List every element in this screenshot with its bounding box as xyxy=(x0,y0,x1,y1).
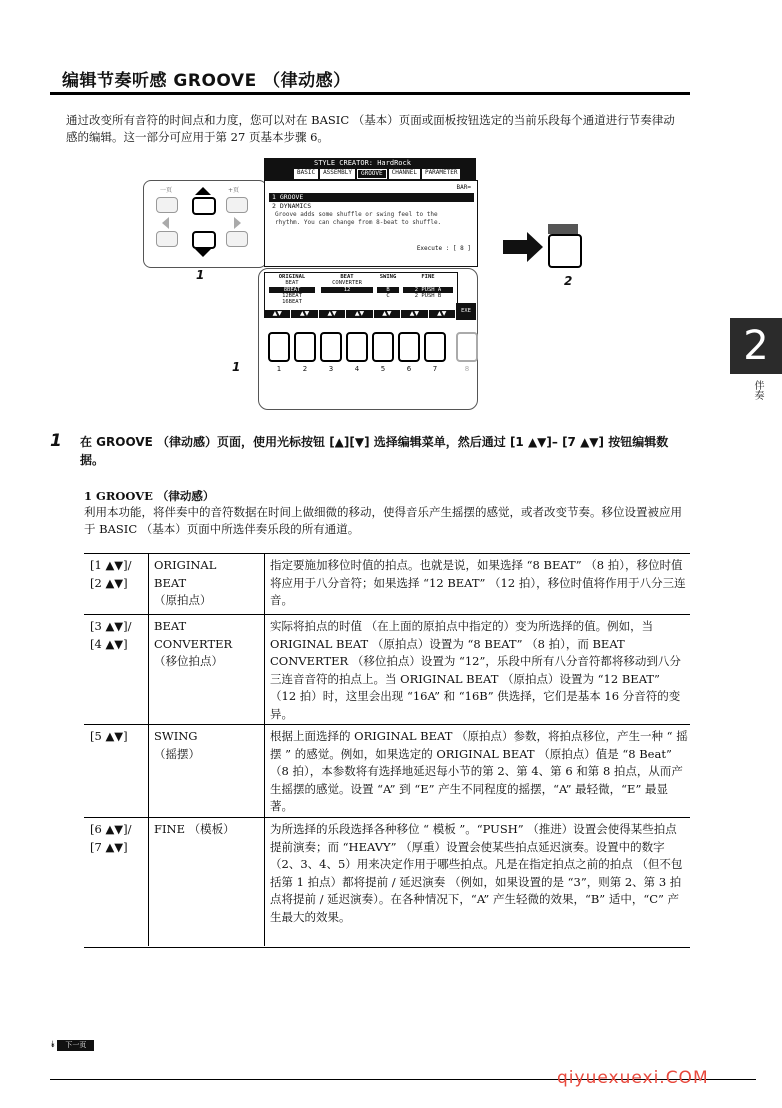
table-cell-buttons: [3 ▲▼]/ [4 ▲▼] xyxy=(90,619,132,651)
callout-1-buttons: 1 xyxy=(232,360,241,374)
button-number: 5 xyxy=(380,365,386,373)
lcd-menu-panel xyxy=(264,180,478,267)
value: 2 PUSH B xyxy=(414,293,442,299)
title-rule xyxy=(50,92,690,95)
menu-item-groove[interactable]: 1 GROOVE xyxy=(269,193,474,202)
updown-label: ▲▼ xyxy=(319,310,346,318)
column-head: BEAT xyxy=(340,274,354,280)
execute-button[interactable] xyxy=(548,234,582,268)
button-number: 2 xyxy=(302,365,308,373)
section-title: 1 GROOVE （律动感） xyxy=(84,489,215,503)
lcd-execute[interactable]: Execute : [ 8 ] xyxy=(416,245,471,252)
next-page-label: 下一页 xyxy=(57,1040,94,1051)
table-cell-desc: 实际将拍点的时值 （在上面的原拍点中指定的）变为所选择的值。例如，当 ORIGINAL BEAT （原拍点）设置为 “8 BEAT” （8 拍），而 BEAT CONVERTER （移位拍点）设置为 “12”，乐段中所有八分音符都将移动到八分三连音音符的拍点上。当 ORIGINAL BEAT （原拍点）设置为 “12 BEAT” （12 拍）时，这里会出现 “16A” 和 “16B” 供选择，它们是基本 16 分音符的变异。 xyxy=(270,619,681,721)
button-6[interactable] xyxy=(398,332,420,362)
watermark: qiyuexuexi.COM xyxy=(557,1068,709,1088)
cursor-button-panel xyxy=(143,180,267,268)
arrow-body xyxy=(503,240,527,254)
column-head: FINE xyxy=(421,274,435,280)
chapter-tab-label: 伴奏 xyxy=(752,380,763,400)
callout-1-cursor: 1 xyxy=(196,268,205,282)
callout-2-execute: 2 xyxy=(564,274,573,288)
updown-label: ▲▼ xyxy=(429,310,456,318)
lcd-tab-parameter[interactable]: PARAMETER xyxy=(422,169,461,179)
right-arrow-icon xyxy=(234,217,241,229)
button-number: 8 xyxy=(464,365,470,373)
table-cell-buttons: [5 ▲▼] xyxy=(90,729,128,743)
column-head: ORIGINAL xyxy=(278,274,306,280)
lcd-title: STYLE CREATOR: HardRock xyxy=(314,159,411,167)
lcd-note: Groove adds some shuffle or swing feel to the rhythm. You can change from 8-beat to shuffle. xyxy=(275,211,442,226)
chapter-tab[interactable]: 2 xyxy=(730,318,782,374)
page-prev-button[interactable] xyxy=(156,197,178,213)
updown-label: ▲▼ xyxy=(264,310,291,318)
button-4[interactable] xyxy=(346,332,368,362)
lcd-tab-channel[interactable]: CHANNEL xyxy=(389,169,420,179)
button-number: 3 xyxy=(328,365,334,373)
page-title: 编辑节奏听感 GROOVE （律动感） xyxy=(62,71,351,91)
value-selected[interactable]: B xyxy=(377,287,399,293)
cursor-left-button[interactable] xyxy=(156,231,178,247)
table-cell-desc: 指定要施加移位时值的拍点。也就是说，如果选择 “8 BEAT” （8 拍），移位时值将应用于八分音符；如果选择 “12 BEAT” （12 拍），移位时值将作用于八分三连音。 xyxy=(270,558,686,607)
menu-item-dynamics[interactable]: 2 DYNAMICS xyxy=(272,202,312,210)
lcd-tab-groove[interactable]: GROOVE xyxy=(357,169,387,179)
button-number: 7 xyxy=(432,365,438,373)
page-prev-label: 一页 xyxy=(160,187,173,194)
button-3[interactable] xyxy=(320,332,342,362)
section-description: 利用本功能，将伴奏中的音符数据在时间上做细微的移动，使得音乐产生摇摆的感觉，或者改变节奏。移位设置被应用于 BASIC （基本）页面中所选伴奏乐段的所有通道。 xyxy=(84,505,682,536)
table-row xyxy=(84,724,690,818)
button-number: 1 xyxy=(276,365,282,373)
button-number: 6 xyxy=(406,365,412,373)
page-next-button[interactable] xyxy=(226,197,248,213)
column-beat-converter xyxy=(321,274,373,293)
table-cell-desc: 为所选择的乐段选择各种移位 “ 模板 ”。“PUSH” （推进）设置会使得某些拍点提前演奏；而 “HEAVY” （厚重）设置会使某些拍点延迟演奏。设置中的数字 （2、3、4、5）用来决定作用于哪些拍点。凡是在指定拍点之前的拍点 （但不包括第 1 拍点）都将提前 / 延迟演奏 （例如，如果设置的是 “3”，则第 2、第 3 拍点将提前 / 延迟演奏）。在各种情况下，“A” 产生轻微的效果，“B” 适中，“C” 产生最大的效果。 xyxy=(270,822,683,924)
lcd-tab-basic[interactable]: BASIC xyxy=(294,169,318,179)
value-selected[interactable]: 2 PUSH A xyxy=(403,287,453,293)
value: 16BEAT xyxy=(282,299,302,305)
button-1[interactable] xyxy=(268,332,290,362)
button-7[interactable] xyxy=(424,332,446,362)
cursor-up-button[interactable] xyxy=(192,197,216,215)
down-arrow-icon xyxy=(195,249,211,257)
updown-label: ▲▼ xyxy=(291,310,318,318)
value: C xyxy=(386,293,390,299)
table-cell-param: FINE （模板） xyxy=(154,822,235,836)
table-cell-buttons: [1 ▲▼]/ [2 ▲▼] xyxy=(90,558,132,590)
value-selected[interactable]: 12 xyxy=(321,287,373,293)
step-text: 在 GROOVE （律动感）页面，使用光标按钮 [▲][▼] 选择编辑菜单，然后通过 [1 ▲▼]– [7 ▲▼] 按钮编辑数据。 xyxy=(80,435,669,467)
column-swing xyxy=(377,274,399,299)
button-2[interactable] xyxy=(294,332,316,362)
up-arrow-icon xyxy=(195,187,211,195)
cursor-right-button[interactable] xyxy=(226,231,248,247)
lcd-tab-bar xyxy=(294,169,460,179)
value-selected[interactable]: 8BEAT xyxy=(269,287,315,293)
value: 12BEAT xyxy=(282,293,302,299)
column-head: SWING xyxy=(379,274,397,280)
column-fine xyxy=(403,274,453,299)
right-arrow-icon xyxy=(527,232,543,262)
button-8[interactable] xyxy=(456,332,478,362)
updown-label: ▲▼ xyxy=(401,310,428,318)
lcd-updown-bar xyxy=(264,310,456,318)
step-number: 1 xyxy=(50,431,62,451)
button-number: 4 xyxy=(354,365,360,373)
button-5[interactable] xyxy=(372,332,394,362)
table-row xyxy=(84,817,690,948)
lcd-side-tab: EXE xyxy=(456,303,476,320)
cursor-down-button[interactable] xyxy=(192,231,216,249)
table-row xyxy=(84,553,690,615)
table-cell-desc: 根据上面选择的 ORIGINAL BEAT （原拍点）参数，将拍点移位，产生一种 “ 摇摆 ” 的感觉。例如，如果选定的 ORIGINAL BEAT （原拍点）值是 “8 Beat” （8 拍），本参数将有选择地延迟每小节的第 2、第 4、第 6 和第 8 拍点，从而产生摇摆的感觉。设置 “A” 到 “E” 产生不同程度的摇摆，“A” 最轻微，“E” 最显著。 xyxy=(270,729,688,813)
lcd-header xyxy=(264,158,476,180)
updown-label: ▲▼ xyxy=(346,310,373,318)
updown-label: ▲▼ xyxy=(374,310,401,318)
table-cell-param: SWING （摇摆） xyxy=(154,729,200,761)
lcd-tab-assembly[interactable]: ASSEMBLY xyxy=(320,169,355,179)
column-sub: CONVERTER xyxy=(332,280,362,286)
table-cell-param: BEAT CONVERTER （移位拍点） xyxy=(154,619,233,668)
double-chevron-down-icon: ⯯ xyxy=(50,1040,56,1050)
column-sub: BEAT xyxy=(285,280,299,286)
next-page-link[interactable] xyxy=(50,1040,94,1051)
table-cell-buttons: [6 ▲▼]/ [7 ▲▼] xyxy=(90,822,132,854)
lcd-parameter-area xyxy=(264,272,458,312)
table-row xyxy=(84,614,690,725)
table-cell-param: ORIGINAL BEAT （原拍点） xyxy=(154,558,217,607)
column-original-beat xyxy=(269,274,315,305)
page-next-label: +页 xyxy=(228,187,240,194)
left-arrow-icon xyxy=(162,217,169,229)
lcd-bars: BAR= xyxy=(456,184,471,191)
intro-paragraph: 通过改变所有音符的时间点和力度，您可以对在 BASIC （基本）页面或面板按钮选定的当前乐段每个通道进行节奏律动感的编辑。这一部分可应用于第 27 页基本步骤 6。 xyxy=(66,113,675,144)
